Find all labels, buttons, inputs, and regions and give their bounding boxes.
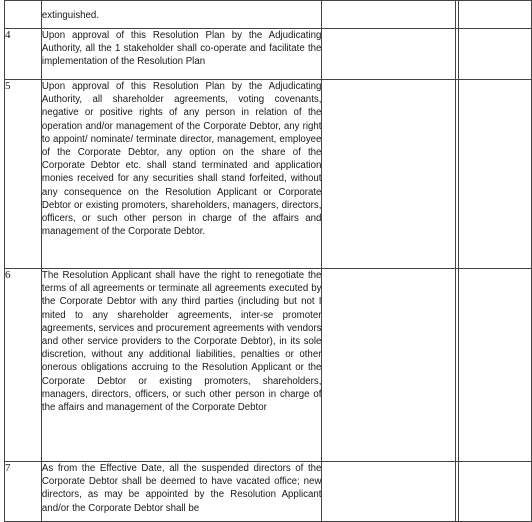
table-row	[5, 29, 532, 80]
right-cell	[459, 80, 532, 269]
row-text: The Resolution Applicant shall have the right to renegotiate the terms of all agreements or terminate all agreements executed by the Corporate Debtor with any third parties (including but not I mited to any shareholder agreements, inter-se promoter agreements, services and procurement agreements with vendors and other service providers to the Corporate Debtor), in its sole discretion, without any additional liabilities, penalties or other onerous obligations accruing to the Resolution Applicant or the Corporate Debtor or existing promoters, shareholders, managers, directors, officers, or such other person in charge of the affairs and management of the Corporate Debtor	[41, 269, 322, 462]
table-row	[5, 1, 532, 29]
row-text: As from the Effective Date, all the suspended directors of the Corporate Debtor shall be deemed to have vacated office; new directors, as may be appointed by the Resolution Applicant and/or the Corporate Debtor shall be	[41, 462, 322, 522]
blank-cell	[322, 462, 456, 522]
right-cell	[459, 462, 532, 522]
blank-cell	[322, 80, 456, 269]
blank-cell	[322, 29, 456, 80]
right-cell	[459, 1, 532, 29]
resolution-plan-table	[4, 0, 532, 522]
row-number: 5	[5, 80, 42, 269]
row-text: Upon approval of this Resolution Plan by the Adjudicating Authority, all shareholder agreements, voting covenants, negative or positive rights of any person in relation of the operation and/or management of the Corporate Debtor, any right to appoint/ nominate/ terminate director, management, employee of the Corporate Debtor, any option on the share of the Corporate Debtor etc. shall stand terminated and application monies received for any securities shall stand forfeited, without any consequence on the Resolution Applicant or Corporate Debtor or existing promoters, shareholders, managers, directors, officers, or such other person in charge of the affairs and management of the Corporate Debtor.	[41, 80, 322, 269]
blank-cell	[322, 1, 456, 29]
table-row	[5, 269, 532, 462]
table-row	[5, 462, 532, 522]
right-cell	[459, 269, 532, 462]
row-number: 6	[5, 269, 42, 462]
row-text: extinguished.	[41, 1, 322, 29]
table-row	[5, 80, 532, 269]
row-number	[5, 1, 42, 29]
row-number: 7	[5, 462, 42, 522]
row-number: 4	[5, 29, 42, 80]
row-text: Upon approval of this Resolution Plan by the Adjudicating Authority, all the 1 stakeholder shall co-operate and facilitate the implementation of the Resolution Plan	[41, 29, 322, 80]
right-cell	[459, 29, 532, 80]
blank-cell	[322, 269, 456, 462]
